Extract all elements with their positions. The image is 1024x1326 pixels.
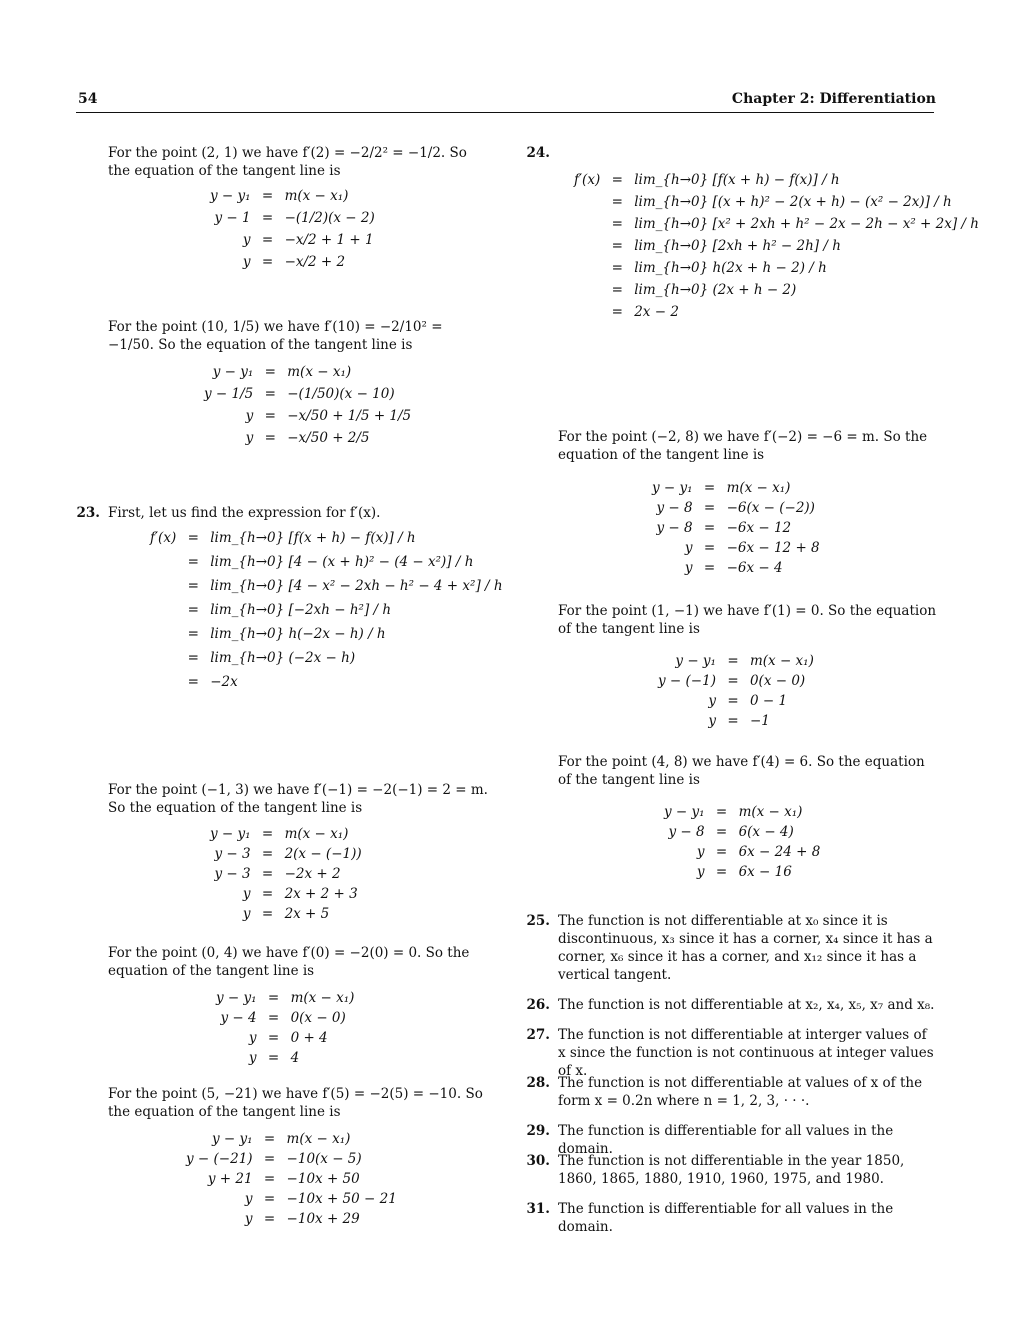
equation-lhs: y − (−1) (658, 673, 716, 689)
equation-operator: = (727, 673, 739, 689)
equation-operator: = (187, 674, 199, 690)
equation-operator: = (715, 864, 728, 880)
paragraph-point-neg1-3: For the point (−1, 3) we have f′(−1) = −2(−1) = 2 = m. So the equation of the tangent line is (108, 782, 488, 816)
equation-rhs: −(1/2)(x − 2) (284, 210, 375, 226)
equation-lhs: y − y₁ (210, 826, 251, 842)
equation-rhs: lim_{h→0} [f(x + h) − f(x)] / h (634, 172, 840, 188)
equation-rhs: m(x − x₁) (286, 1131, 351, 1147)
equation-rhs: 2(x − (−1)) (284, 846, 362, 862)
answer-number: 26. (526, 997, 550, 1013)
answer-number: 31. (526, 1201, 550, 1217)
equation-rhs: lim_{h→0} h(2x + h − 2) / h (634, 260, 827, 276)
equation-operator: = (264, 364, 276, 380)
equation-rhs: −10x + 29 (286, 1211, 360, 1227)
equation-operator: = (727, 713, 739, 729)
equation-lhs: y (696, 844, 705, 860)
equation-operator: = (611, 282, 623, 298)
equation-lhs: y (684, 540, 693, 556)
equation-lhs: f′(x) (150, 530, 177, 546)
equation-lhs: y (245, 430, 254, 446)
equation-rhs: 2x + 2 + 3 (284, 886, 358, 902)
paragraph-point-5-neg21: For the point (5, −21) we have f′(5) = −2(5) = −10. So the equation of the tangent line is (108, 1086, 483, 1120)
equation-operator: = (187, 578, 199, 594)
equation-lhs: y (248, 1030, 257, 1046)
equation-operator: = (715, 824, 728, 840)
answer-text: The function is not differentiable at x₂, x₄, x₅, x₇ and x₈. (558, 997, 935, 1013)
equation-operator: = (261, 906, 274, 922)
answer-text: The function is not differentiable at values of x of the form x = 0.2n where n = 1, 2, 3, · · ·. (558, 1075, 923, 1109)
equation-operator: = (263, 1211, 276, 1227)
equation-rhs: 2x + 5 (284, 906, 330, 922)
equation-lhs: y − 1/5 (204, 386, 254, 402)
equation-operator: = (261, 210, 274, 226)
equation-rhs: −6(x − (−2)) (726, 500, 815, 516)
problem-23 (70, 504, 380, 522)
equation-operator: = (263, 1131, 276, 1147)
equation-operator: = (263, 1171, 276, 1187)
equation-rhs: m(x − x₁) (726, 480, 791, 496)
equation-rhs: 0 − 1 (749, 693, 788, 709)
equation-operator: = (715, 844, 728, 860)
equation-operator: = (261, 866, 274, 882)
answer-item (520, 996, 938, 1014)
equation-operator: = (703, 520, 716, 536)
equation-operator: = (187, 602, 199, 618)
equation-operator: = (611, 238, 623, 254)
equation-operator: = (264, 408, 276, 424)
equation-operator: = (611, 194, 623, 210)
equation-block-4 (210, 826, 362, 922)
equation-rhs: 6(x − 4) (738, 824, 794, 840)
answer-item (520, 1074, 938, 1110)
equation-lhs: y − 1 (214, 210, 251, 226)
equation-operator: = (703, 540, 716, 556)
equation-rhs: 0(x − 0) (290, 1010, 346, 1026)
equation-rhs: lim_{h→0} (−2x − h) (210, 650, 356, 666)
answer-number: 27. (526, 1027, 550, 1043)
equation-operator: = (261, 188, 274, 204)
problem-23-number: 23. (76, 505, 100, 521)
answer-text: The function is not differentiable at x₀ since it is discontinuous, x₃ since it has a corner, x₄ since it has a corner, x₆ since it has a corner, and x₁₂ since it has a vertical tangent. (558, 913, 933, 983)
equation-lhs: y − y₁ (210, 188, 251, 204)
equation-operator: = (267, 1030, 280, 1046)
problem-23-text: First, let us find the expression for f′(x). (108, 505, 381, 521)
problem-24 (520, 144, 558, 162)
equation-operator: = (261, 232, 274, 248)
equation-lhs: y (242, 232, 251, 248)
equation-operator: = (267, 990, 280, 1006)
answer-text: The function is not differentiable in the year 1850, 1860, 1865, 1880, 1910, 1960, 1975, and 1980. (558, 1153, 905, 1187)
equation-block-2 (204, 364, 411, 446)
equation-lhs: y (242, 906, 251, 922)
equation-block-9 (658, 653, 814, 729)
equation-lhs: y − 4 (220, 1010, 257, 1026)
equation-rhs: 0 + 4 (290, 1030, 328, 1046)
equation-rhs: 6x − 16 (738, 864, 792, 880)
equation-block-10 (664, 804, 820, 880)
answer-text: The function is differentiable for all values in the domain. (558, 1123, 894, 1157)
equation-rhs: lim_{h→0} [x² + 2xh + h² − 2x − 2h − x² + 2x] / h (634, 216, 979, 232)
equation-block-1 (210, 188, 375, 270)
equation-lhs: y − 3 (214, 866, 251, 882)
equation-block-8 (652, 480, 820, 576)
equation-block-6 (186, 1131, 397, 1227)
answer-number: 28. (526, 1075, 550, 1091)
equation-rhs: lim_{h→0} [f(x + h) − f(x)] / h (210, 530, 416, 546)
equation-rhs: 6x − 24 + 8 (738, 844, 821, 860)
answer-item (520, 1200, 938, 1236)
equation-lhs: y (244, 1211, 253, 1227)
equation-lhs: y − y₁ (652, 480, 693, 496)
equation-operator: = (611, 216, 623, 232)
answer-number: 25. (526, 913, 550, 929)
equation-operator: = (261, 846, 274, 862)
paragraph-point-neg2-8: For the point (−2, 8) we have f′(−2) = −6 = m. So the equation of the tangent line is (558, 429, 928, 463)
equation-lhs: y − y₁ (211, 1131, 253, 1147)
equation-rhs: m(x − x₁) (284, 826, 349, 842)
answer-number: 29. (526, 1123, 550, 1139)
equation-operator: = (187, 626, 199, 642)
equation-rhs: −10(x − 5) (286, 1151, 362, 1167)
equation-operator: = (703, 500, 716, 516)
equation-rhs: lim_{h→0} [(x + h)² − 2(x + h) − (x² − 2x)] / h (634, 194, 952, 210)
equation-operator: = (261, 886, 274, 902)
answer-text: The function is differentiable for all values in the domain. (558, 1201, 894, 1235)
equation-lhs: y − y₁ (664, 804, 705, 820)
equation-rhs: 0(x − 0) (749, 673, 806, 689)
equation-rhs: −1 (749, 713, 770, 729)
equation-lhs: y − 3 (214, 846, 251, 862)
equation-rhs: lim_{h→0} (2x + h − 2) (634, 282, 797, 298)
page-number: 54 (78, 91, 98, 107)
equation-lhs: y (242, 886, 251, 902)
equation-lhs: y − 8 (656, 520, 693, 536)
equation-lhs: y (244, 1191, 253, 1207)
equation-rhs: m(x − x₁) (290, 990, 355, 1006)
equation-lhs: y − 8 (668, 824, 705, 840)
equation-rhs: −6x − 4 (726, 560, 783, 576)
header-rule (76, 112, 934, 113)
equation-rhs: lim_{h→0} [4 − x² − 2xh − h² − 4 + x²] / h (210, 578, 503, 594)
answer-item (520, 1026, 938, 1080)
equation-operator: = (263, 1191, 276, 1207)
equation-rhs: −10x + 50 (286, 1171, 360, 1187)
equation-lhs: y (708, 693, 716, 709)
answer-text: The function is not differentiable at interger values of x since the function is not continuous at integer values of x. (558, 1027, 934, 1079)
equation-rhs: lim_{h→0} [4 − (x + h)² − (4 − x²)] / h (210, 554, 474, 570)
paragraph-point-10: For the point (10, 1/5) we have f′(10) = −2/10² = −1/50. So the equation of the tangent line is (108, 319, 443, 353)
chapter-title: Chapter 2: Differentiation (731, 91, 936, 107)
equation-operator: = (187, 530, 199, 546)
equation-rhs: m(x − x₁) (738, 804, 803, 820)
equation-rhs: m(x − x₁) (284, 188, 349, 204)
equation-lhs: y − (−21) (186, 1151, 253, 1167)
equation-lhs: y − y₁ (675, 653, 716, 669)
equation-rhs: −6x − 12 + 8 (726, 540, 820, 556)
equation-rhs: lim_{h→0} [−2xh − h²] / h (210, 602, 392, 618)
equation-operator: = (727, 693, 739, 709)
equation-lhs: y (696, 864, 705, 880)
equation-operator: = (263, 1151, 276, 1167)
equation-operator: = (703, 480, 716, 496)
equation-rhs: −x/2 + 1 + 1 (284, 232, 374, 248)
equation-rhs: m(x − x₁) (287, 364, 352, 380)
equation-rhs: lim_{h→0} h(−2x − h) / h (210, 626, 386, 642)
answer-number: 30. (526, 1153, 550, 1169)
equation-rhs: −x/50 + 1/5 + 1/5 (287, 408, 412, 424)
equation-lhs: y (708, 713, 716, 729)
equation-operator: = (267, 1010, 280, 1026)
equation-block-3 (150, 530, 503, 690)
equation-rhs: −2x (210, 674, 238, 690)
equation-operator: = (261, 826, 274, 842)
equation-block-7 (574, 172, 979, 320)
equation-rhs: 2x − 2 (634, 304, 679, 320)
problem-24-number: 24. (526, 145, 550, 161)
equation-rhs: lim_{h→0} [2xh + h² − 2h] / h (634, 238, 841, 254)
paragraph-point-1-neg1: For the point (1, −1) we have f′(1) = 0. So the equation of the tangent line is (558, 603, 937, 637)
equation-lhs: y − 8 (656, 500, 693, 516)
equation-rhs: −6x − 12 (726, 520, 792, 536)
equation-rhs: −x/2 + 2 (284, 254, 346, 270)
equation-lhs: y (245, 408, 254, 424)
equation-operator: = (261, 254, 274, 270)
equation-operator: = (267, 1050, 280, 1066)
equation-lhs: y − y₁ (216, 990, 257, 1006)
paragraph-point-4-8: For the point (4, 8) we have f′(4) = 6. So the equation of the tangent line is (558, 754, 925, 788)
equation-operator: = (611, 172, 623, 188)
answer-item (520, 1152, 938, 1188)
equation-rhs: m(x − x₁) (749, 653, 814, 669)
paragraph-point-0-4: For the point (0, 4) we have f′(0) = −2(0) = 0. So the equation of the tangent line is (108, 945, 470, 979)
equation-operator: = (611, 304, 623, 320)
equation-operator: = (715, 804, 728, 820)
equation-operator: = (187, 554, 199, 570)
equation-lhs: y + 21 (207, 1171, 253, 1187)
equation-operator: = (264, 430, 276, 446)
equation-lhs: y (684, 560, 693, 576)
equation-rhs: −2x + 2 (284, 866, 341, 882)
equation-lhs: f′(x) (574, 172, 601, 188)
equation-operator: = (727, 653, 739, 669)
equation-block-5 (216, 990, 354, 1066)
equation-lhs: y (248, 1050, 257, 1066)
equation-operator: = (703, 560, 716, 576)
paragraph-point-2-1: For the point (2, 1) we have f′(2) = −2/2² = −1/2. So the equation of the tangent line is (108, 145, 467, 179)
equation-rhs: −(1/50)(x − 10) (287, 386, 395, 402)
equation-rhs: −10x + 50 − 21 (286, 1191, 397, 1207)
equation-operator: = (187, 650, 199, 666)
answer-item (520, 912, 938, 984)
equation-lhs: y − y₁ (212, 364, 254, 380)
equation-operator: = (611, 260, 623, 276)
equation-lhs: y (242, 254, 251, 270)
equation-rhs: −x/50 + 2/5 (287, 430, 370, 446)
equation-rhs: 4 (290, 1050, 300, 1066)
equation-operator: = (264, 386, 276, 402)
